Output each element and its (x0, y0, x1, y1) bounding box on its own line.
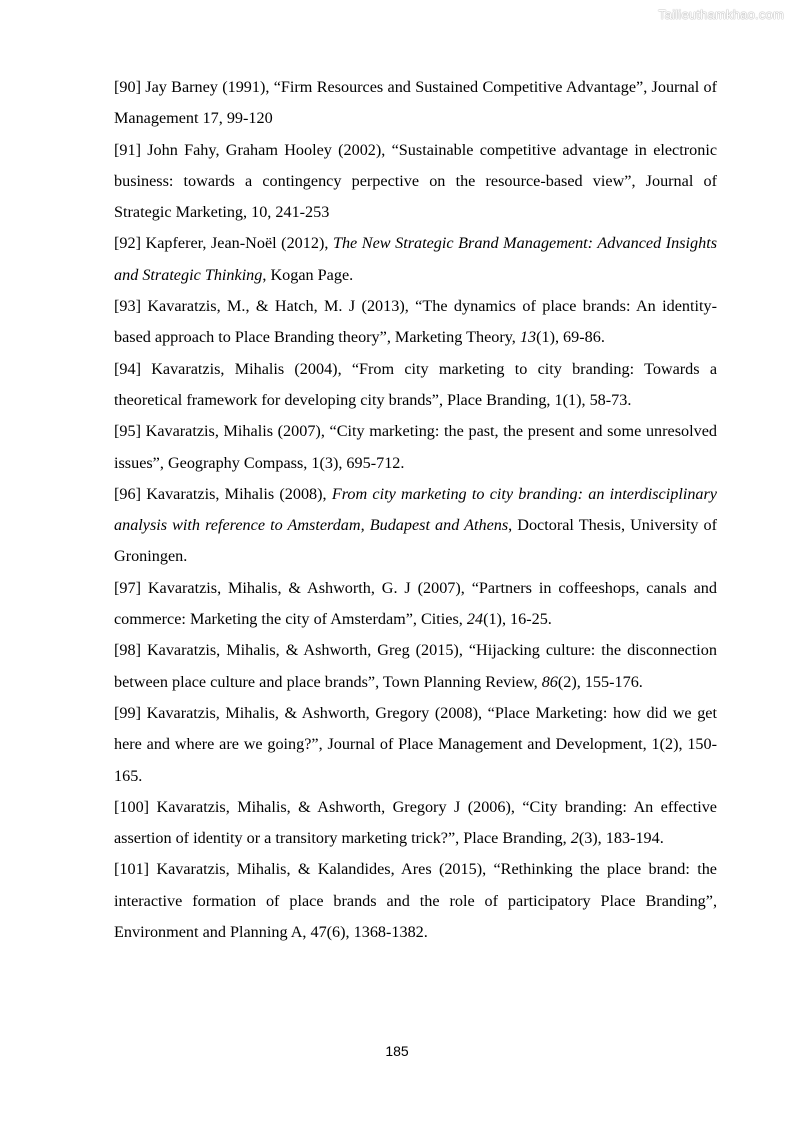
reference-item (114, 72, 717, 135)
page-number: 185 (385, 1043, 409, 1059)
reference-item (114, 228, 717, 291)
reference-item (114, 354, 717, 417)
reference-text: [101] Kavaratzis, Mihalis, & Kalandides, Ares (2015), “Rethinking the place brand: the interactive formation of place brands and the role of participatory Place Branding”, Environment and Planning A, 47(6), 1368-1382. (114, 860, 717, 942)
reference-text: [99] Kavaratzis, Mihalis, & Ashworth, Gregory (2008), “Place Marketing: how did we get here and where are we going?”, Journal of Place Management and Development, 1(2), 150-165. (114, 703, 717, 785)
reference-italic-volume: 13 (519, 328, 537, 347)
reference-item (114, 854, 717, 948)
reference-text: [97] Kavaratzis, Mihalis, & Ashworth, G. J (2007), “Partners in coffeeshops, canals and commerce: Marketing the city of Amsterdam”, Cities, (114, 578, 717, 629)
reference-item (114, 792, 717, 855)
reference-item (114, 479, 717, 573)
reference-text: [100] Kavaratzis, Mihalis, & Ashworth, Gregory J (2006), “City branding: An effective assertion of identity or a transitory marketing trick?”, Place Branding, (114, 797, 717, 848)
reference-item (114, 698, 717, 792)
reference-text: [95] Kavaratzis, Mihalis (2007), “City marketing: the past, the present and some unresolved issues”, Geography Compass, 1(3), 695-712. (114, 422, 717, 472)
reference-text: (1), 16-25. (483, 610, 552, 629)
reference-italic-volume: 86 (541, 672, 558, 691)
reference-text: , Kogan Page. (262, 265, 354, 284)
reference-text: (2), 155-176. (557, 672, 643, 691)
reference-italic-volume: 24 (466, 610, 484, 629)
reference-text: [91] John Fahy, Graham Hooley (2002), “Sustainable competitive advantage in electronic business: towards a contingency perpective on the resource-based view”, Journal of Strategic Marketing, 10, 241-253 (114, 140, 717, 222)
reference-text: [90] Jay Barney (1991), “Firm Resources and Sustained Competitive Advantage”, Journal of Management 17, 99-120 (114, 78, 717, 128)
reference-italic-volume: 2 (570, 829, 579, 848)
reference-item (114, 416, 717, 479)
reference-italic-title: From city marketing to city branding: an interdisciplinary analysis with reference to Amsterdam, Budapest and Athens (114, 484, 717, 535)
reference-italic-title: The New Strategic Brand Management: Advanced Insights and Strategic Thinking (114, 234, 717, 284)
reference-item (114, 635, 717, 698)
reference-text: [93] Kavaratzis, M., & Hatch, M. J (2013), “The dynamics of place brands: An identity-based approach to Place Branding theory”, Marketing Theory, (114, 297, 717, 347)
reference-text: [94] Kavaratzis, Mihalis (2004), “From city marketing to city branding: Towards a theoretical framework for developing city brands”, Place Branding, 1(1), 58-73. (114, 359, 717, 409)
reference-text: [98] Kavaratzis, Mihalis, & Ashworth, Greg (2015), “Hijacking culture: the disconnection between place culture and place brands”, Town Planning Review, (114, 641, 717, 691)
reference-item (114, 291, 717, 354)
reference-text: [92] Kapferer, Jean-Noël (2012), (114, 234, 333, 253)
reference-text: (3), 183-194. (578, 829, 664, 848)
reference-item (114, 135, 717, 229)
reference-text: , Doctoral Thesis, University of Groningen. (114, 516, 717, 566)
reference-item (114, 573, 717, 636)
reference-list (114, 72, 717, 948)
reference-text: [96] Kavaratzis, Mihalis (2008), (114, 484, 332, 503)
reference-text: (1), 69-86. (536, 328, 605, 347)
watermark: Tailieuthamkhao.com (658, 7, 784, 22)
